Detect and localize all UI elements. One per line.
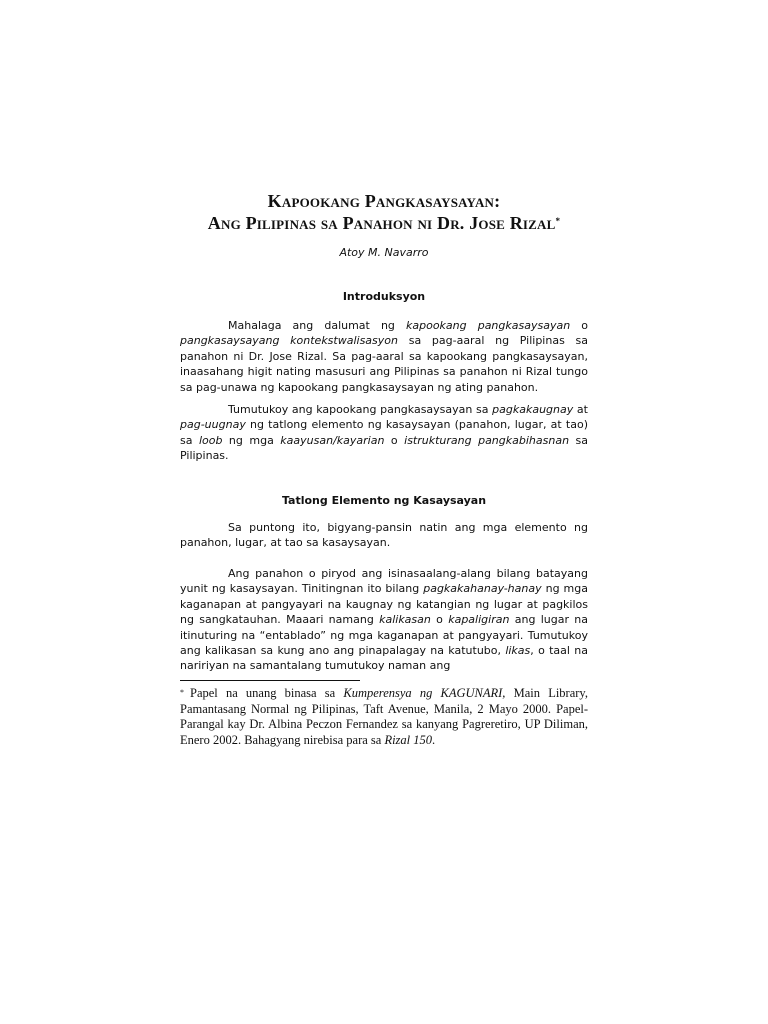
title-line-2 bbox=[100, 212, 668, 234]
p4-italic-2: kalikasan bbox=[379, 613, 431, 627]
p2-italic-4: kaayusan/kayarian bbox=[280, 433, 385, 447]
paragraph-4 bbox=[180, 566, 588, 674]
p4-italic-4: likas bbox=[505, 644, 531, 658]
footnote-text-2: Main Library, Pamantasang Normal ng Pilipinas, Taft Avenue, Manila, 2 Mayo 2000. Papel-Parangal kay Dr. Albina Peczon Fernandez sa kanyang Pagreretiro, UP Diliman, Enero 2002. Bahagyang nirebisa para sa bbox=[180, 686, 588, 747]
p2-italic-5: istrukturang pangkabihasnan bbox=[404, 433, 570, 447]
footnote-text-3: . bbox=[432, 732, 436, 747]
p4-text-4: ang lugar na itinuturing na “entablado” ng mga kaganapan at pangyayari. Tumutukoy ang kalikasan sa kung ano ang pinapalagay na katutubo, bbox=[180, 613, 588, 658]
footnote-divider bbox=[180, 680, 360, 681]
section-heading-tatlong-elemento: Tatlong Elemento ng Kasaysayan bbox=[281, 494, 487, 507]
p2-text-6: sa Pilipinas. bbox=[180, 433, 588, 463]
paragraph-3: Sa puntong ito, bigyang-pansin natin ang mga elemento ng panahon, lugar, at tao sa kasaysayan. bbox=[180, 521, 588, 550]
title-line-1: Kapookang Pangkasaysayan: bbox=[267, 191, 501, 211]
p2-text-5: o bbox=[384, 433, 405, 447]
p1-text-1: Mahalaga ang dalumat ng bbox=[228, 319, 406, 332]
p4-text-1: Ang panahon o piryod ang isinasaalang-alang bilang batayang yunit ng kasaysayan. Tinitingnan ito bilang bbox=[180, 567, 588, 596]
title-line-2-text: Ang Pilipinas sa Panahon ni Dr. Jose Rizal bbox=[207, 213, 556, 233]
p4-text-5: , o taal na naririyan na samantalang tumutukoy naman ang bbox=[180, 644, 588, 673]
footnote bbox=[180, 686, 588, 748]
footnote-text-1: Papel na unang binasa sa bbox=[190, 686, 344, 700]
title-footnote-marker: * bbox=[555, 216, 561, 226]
paragraph-1 bbox=[180, 318, 588, 395]
p2-italic-1: pagkakaugnay bbox=[492, 403, 574, 416]
p2-italic-3: loob bbox=[198, 433, 223, 447]
p1-italic-2: pangkasaysayang kontekstwalisasyon bbox=[180, 334, 398, 348]
p2-italic-2: pag-uugnay bbox=[180, 418, 246, 432]
p1-text-3: sa pag-aaral ng Pilipinas sa panahon ni Dr. Jose Rizal. Sa pag-aaral sa kapookang pangkasaysayan, inaasahang higit nating masusuri ang Pilipinas sa panahon ni Rizal tungo sa pag-unawa ng kapookang pangkasaysayan ng ating panahon. bbox=[180, 334, 588, 394]
p4-text-3: o bbox=[430, 613, 449, 627]
footnote-italic-1: Kumperensya ng KAGUNARI, bbox=[343, 686, 506, 700]
p1-text-2: o bbox=[570, 319, 588, 332]
p2-text-4: ng mga bbox=[222, 433, 281, 447]
footnote-italic-2: Rizal 150 bbox=[384, 732, 433, 747]
p4-italic-1: pagkakahanay-hanay bbox=[423, 582, 542, 596]
p4-italic-3: kapaligiran bbox=[448, 613, 510, 627]
author-name: Atoy M. Navarro bbox=[339, 246, 429, 259]
p1-italic-1: kapookang pangkasaysayan bbox=[406, 319, 571, 332]
section-heading-introduksyon: Introduksyon bbox=[342, 290, 426, 303]
p2-text-2: at bbox=[573, 403, 588, 416]
p2-text-3: ng tatlong elemento ng kasaysayan (panahon, lugar, at tao) sa bbox=[180, 418, 588, 447]
paragraph-2 bbox=[180, 402, 588, 464]
footnote-marker: * bbox=[180, 688, 184, 697]
p4-text-2: ng mga kaganapan at pangyayari na kaugnay ng katangian ng lugar at pagkilos ng sangkatauhan. Maaari namang bbox=[180, 582, 588, 627]
p2-text-1: Tumutukoy ang kapookang pangkasaysayan sa bbox=[228, 403, 493, 416]
